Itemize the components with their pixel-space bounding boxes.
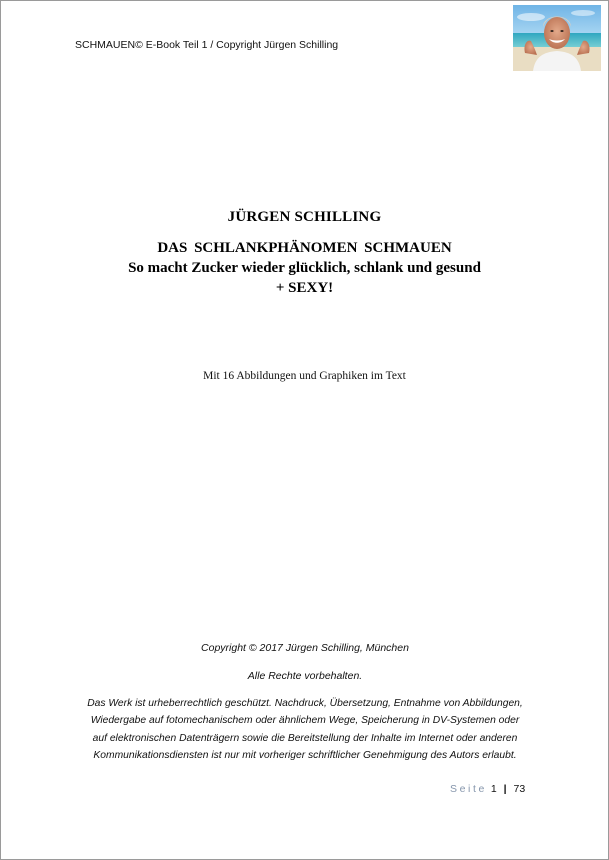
author-photo xyxy=(513,5,601,71)
legal-text: Das Werk ist urheberrechtlich geschützt. Nachdruck, Übersetzung, Entnahme von Abbildungen, Wiedergabe auf fotomechanischem oder ähnlichem Wege, Speicherung in DV-Systemen oder auf elektronischen Datenträgern sowie die Bereitstellung der Inhalte im Internet oder anderen Kommunikationsdiensten ist nur mit vorheriger schriftlicher Genehmigung des Autors erlaubt. xyxy=(87,698,523,762)
running-header: SCHMAUEN© E-Book Teil 1 / Copyright Jürgen Schilling xyxy=(75,39,339,51)
total-pages: 73 xyxy=(513,783,526,795)
copyright-line: Copyright © 2017 Jürgen Schilling, München xyxy=(201,642,409,654)
current-page: 1 xyxy=(490,783,497,795)
page-separator: | xyxy=(503,783,507,795)
title-block xyxy=(1,208,608,298)
legal-notice xyxy=(85,641,525,765)
seite-label: Seite xyxy=(450,783,487,795)
page-number xyxy=(450,783,525,795)
book-title: DAS SCHLANKPHÄNOMEN SCHMAUEN xyxy=(157,240,452,256)
author-name: JÜRGEN SCHILLING xyxy=(227,209,382,225)
book-subtitle: So macht Zucker wieder glücklich, schlank und gesund xyxy=(128,260,481,276)
illustrations-note: Mit 16 Abbildungen und Graphiken im Text xyxy=(203,370,406,382)
book-tagline: + SEXY! xyxy=(275,280,334,296)
rights-line: Alle Rechte vorbehalten. xyxy=(247,670,363,682)
